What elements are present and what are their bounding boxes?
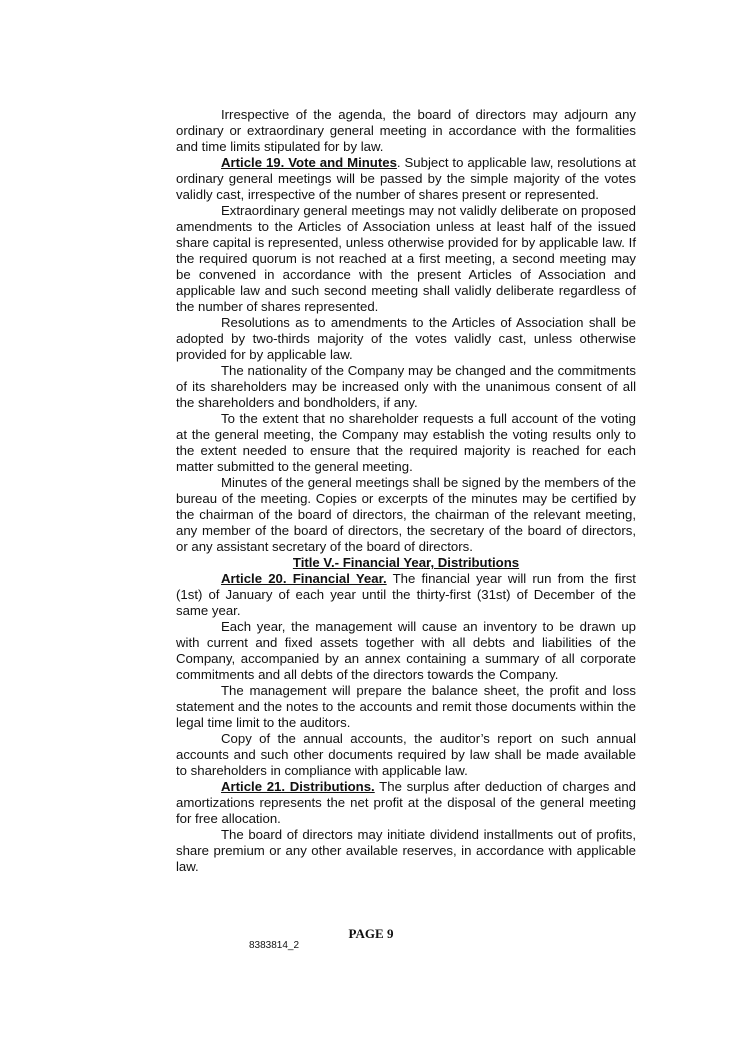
paragraph-text: Minutes of the general meetings shall be signed by the members of the bureau of the meeting. Copies or excerpts of the minutes may be certified by the chairman of the board of directors, the chairman of the relevant meeting, any member of the board of directors, the secretary of the board of directors, or any assistant secretary of the board of directors. — [176, 475, 636, 554]
paragraph-extraordinary-meetings — [176, 203, 636, 315]
article-heading: Article 20. Financial Year. — [221, 571, 387, 586]
paragraph-text: The board of directors may initiate dividend installments out of profits, share premium or any other available reserves, in accordance with applicable law. — [176, 827, 636, 874]
paragraph-inventory — [176, 619, 636, 683]
paragraph-text: Copy of the annual accounts, the auditor’s report on such annual accounts and such other documents required by law shall be made available to shareholders in compliance with applicable law. — [176, 731, 636, 778]
document-id: 8383814_2 — [249, 940, 300, 951]
article-heading: Article 21. Distributions. — [221, 779, 375, 794]
paragraph-minutes — [176, 475, 636, 555]
paragraph-text: Resolutions as to amendments to the Articles of Association shall be adopted by two-thirds majority of the votes validly cast, unless otherwise provided for by applicable law. — [176, 315, 636, 362]
paragraph-text: The nationality of the Company may be changed and the commitments of its shareholders may be increased only with the unanimous consent of all the shareholders and bondholders, if any. — [176, 363, 636, 410]
paragraph-text: The financial year will run from the first (1st) of January of each year until the thirty-first (31st) of December of the same year. — [176, 571, 636, 618]
paragraph-text: Extraordinary general meetings may not validly deliberate on proposed amendments to the Articles of Association unless at least half of the issued share capital is represented, unless otherwise provided for by applicable law. If the required quorum is not reached at a first meeting, a second meeting may be convened in accordance with the present Articles of Association and applicable law and such second meeting shall validly deliberate regardless of the number of shares represented. — [176, 203, 636, 314]
paragraph-text: The management will prepare the balance sheet, the profit and loss statement and the notes to the accounts and remit those documents within the legal time limit to the auditors. — [176, 683, 636, 730]
paragraph-article-20 — [176, 571, 636, 619]
paragraph-text: Each year, the management will cause an inventory to be drawn up with current and fixed assets together with all debts and liabilities of the Company, accompanied by an annex containing a summary of all corporate commitments and all debts of the directors towards the Company. — [176, 619, 636, 682]
paragraph-article-21 — [176, 779, 636, 827]
paragraph-voting-results — [176, 411, 636, 475]
paragraph-article-19 — [176, 155, 636, 203]
page-number: PAGE 9 — [348, 926, 394, 941]
document-body — [176, 107, 636, 875]
section-title: Title V.- Financial Year, Distributions — [292, 555, 520, 570]
paragraph-nationality — [176, 363, 636, 411]
paragraph-text: Irrespective of the agenda, the board of directors may adjourn any ordinary or extraordinary general meeting in accordance with the formalities and time limits stipulated for by law. — [176, 107, 636, 154]
paragraph-amendments — [176, 315, 636, 363]
paragraph-annual-accounts — [176, 731, 636, 779]
paragraph-text: To the extent that no shareholder requests a full account of the voting at the general meeting, the Company may establish the voting results only to the extent needed to ensure that the required majority is reached for each matter submitted to the general meeting. — [176, 411, 636, 474]
paragraph-balance-sheet — [176, 683, 636, 731]
article-heading: Article 19. Vote and Minutes — [221, 155, 397, 170]
paragraph-adjourn — [176, 107, 636, 155]
paragraph-text: . Subject to applicable law, resolutions at ordinary general meetings will be passed by the simple majority of the votes validly cast, irrespective of the number of shares present or represented. — [176, 155, 636, 202]
paragraph-dividends — [176, 827, 636, 875]
paragraph-text: The surplus after deduction of charges and amortizations represents the net profit at the disposal of the general meeting for free allocation. — [176, 779, 636, 826]
